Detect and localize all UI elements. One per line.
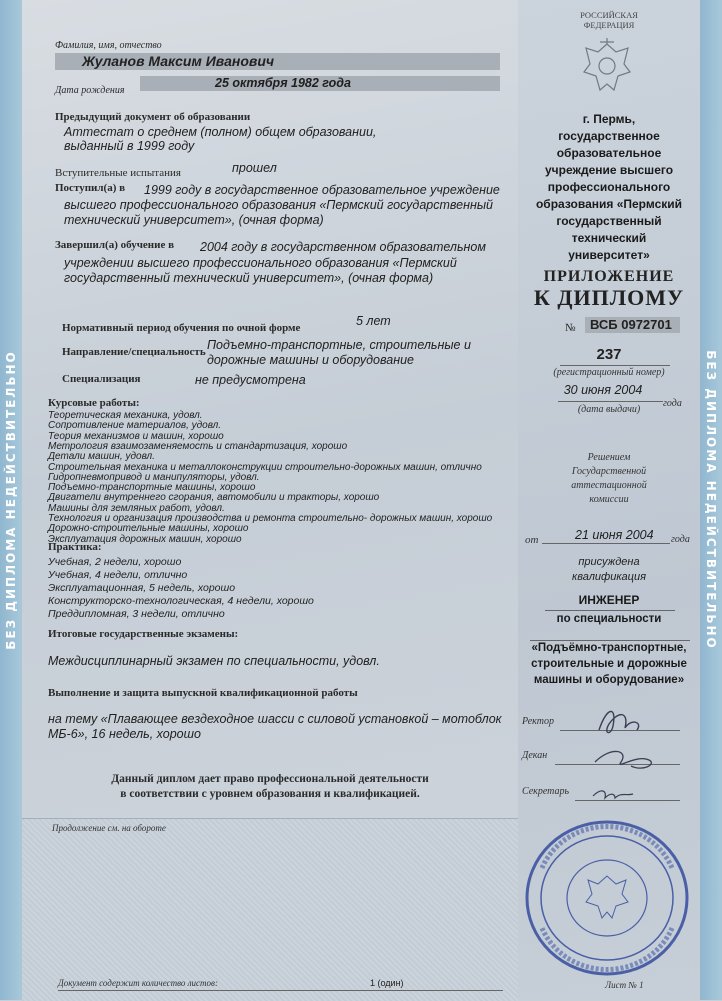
coursework-item: Теоретическая механика, удовл. (48, 410, 203, 421)
issuer-line3: образовательное (556, 146, 662, 160)
direction-label: Направление/специальность (62, 346, 206, 358)
enrolled-line3: технический университет», (очная форма) (64, 213, 324, 227)
enrolled-line2: высшего профессионального образования «Пермский государственный (64, 198, 493, 212)
enrolled-label: Поступил(а) в (55, 182, 126, 194)
practice-item: Преддипломная, 3 недели, отлично (48, 608, 225, 620)
coursework-item: Сопротивление материалов, удовл. (48, 420, 222, 432)
issuer-line1: г. Пермь, (582, 112, 636, 126)
secretary-label: Секретарь (522, 786, 570, 797)
coursework-item: Машины для земляных работ, удовл. (48, 502, 225, 514)
rights-line1: Данный диплом дает право профессиональной деятельности (111, 773, 429, 785)
awarded-label: присуждена (578, 556, 640, 568)
issuer-line5: профессионального (547, 180, 671, 194)
specialty-line1: «Подъёмно-транспортные, (531, 642, 687, 654)
right-strip-text: БЕЗ ДИПЛОМА НЕДЕЙСТВИТЕЛЬНО (704, 350, 718, 650)
entrance-label: Вступительные испытания (55, 167, 181, 179)
prevdoc-line1: Аттестат о среднем (полном) общем образовании, (64, 125, 377, 139)
exams-label: Итоговые государственные экзамены: (48, 628, 239, 640)
specialization-value: не предусмотрена (195, 373, 306, 387)
practice-item: Конструкторско-технологическая, 4 недели, хорошо (48, 595, 314, 607)
country-line2: ФЕДЕРАЦИЯ (583, 20, 635, 30)
completed-line3: государственный технический университет», (очная форма) (64, 271, 434, 285)
decision-line4: комиссии (589, 494, 629, 505)
reg-underline (560, 365, 670, 366)
issue-underline (558, 401, 663, 402)
decision-date: 21 июня 2004 (575, 528, 654, 542)
birthdate-label: Дата рождения (55, 85, 125, 96)
coursework-label: Курсовые работы: (48, 397, 140, 409)
specialization-label: Специализация (62, 373, 141, 385)
practice-item: Эксплуатационная, 5 недель, хорошо (48, 582, 236, 594)
practice-item: Учебная, 4 недели, отлично (48, 569, 188, 581)
specialty-line2: строительные и дорожные (531, 658, 687, 670)
specialty-label: по специальности (556, 613, 662, 625)
period-label: Нормативный период обучения по очной форме (62, 322, 301, 334)
year-suffix-1: года (663, 398, 682, 409)
lower-panel (22, 818, 518, 1001)
coursework-item: Строительная механика и металлоконструкции строительно-дорожных машин, отлично (48, 461, 482, 473)
completed-label: Завершил(а) обучение в (55, 239, 175, 251)
official-seal-icon (522, 818, 692, 978)
coursework-item: Эксплуатация дорожных машин, хорошо (48, 533, 242, 545)
coursework-item: Технология и организация производства и ремонта строительно- дорожных машин, хорошо (48, 513, 493, 524)
coursework-item: Подъемно-транспортные машины, хорошо (48, 482, 256, 494)
sheets-line (58, 990, 503, 991)
country-line1: РОССИЙСКАЯ (580, 10, 638, 20)
decision-line3: аттестационной (571, 480, 647, 491)
thesis-label: Выполнение и защита выпускной квалификационной работы (48, 687, 358, 699)
coursework-item: Детали машин, удовл. (48, 451, 155, 463)
specialty-line3: машины и оборудование» (533, 674, 685, 686)
prevdoc-line2: выданный в 1999 году (64, 139, 195, 153)
coursework-item: Двигатели внутреннего сгорания, автомобили и тракторы, хорошо (48, 492, 380, 504)
period-value: 5 лет (356, 314, 391, 328)
direction-line2: дорожные машины и оборудование (207, 353, 414, 367)
fullname-value: Жуланов Максим Иванович (82, 53, 275, 69)
qualification-underline (545, 610, 675, 611)
diploma-title: К ДИПЛОМУ (533, 285, 685, 310)
coursework-item: Теория механизмов и машин, хорошо (48, 430, 224, 442)
diploma-number: ВСБ 0972701 (590, 317, 672, 332)
practice-item: Учебная, 2 недели, хорошо (48, 556, 182, 568)
continued-note: Продолжение см. на обороте (52, 823, 166, 833)
left-strip-text: БЕЗ ДИПЛОМА НЕДЕЙСТВИТЕЛЬНО (4, 350, 18, 650)
coursework-item: Гидропневмопривод и манипуляторы, удовл. (48, 471, 260, 483)
issuer-line8: технический (571, 231, 647, 245)
reg-number-label: (регистрационный номер) (553, 367, 665, 378)
signatures-icon (585, 700, 675, 812)
issuer-line6: образования «Пермский (535, 197, 683, 211)
direction-line1: Подъемно-транспортные, строительные и (207, 338, 471, 352)
birthdate-value: 25 октября 1982 года (215, 76, 351, 90)
thesis-line2: МБ-6», 16 недель, хорошо (48, 727, 201, 741)
completed-line1: 2004 году в государственном образовательном (200, 240, 486, 254)
issuer-line2: государственное (558, 129, 660, 143)
exams-value: Междисциплинарный экзамен по специальности, удовл. (48, 654, 380, 668)
practice-label: Практика: (48, 541, 102, 553)
appendix-title: ПРИЛОЖЕНИЕ (543, 268, 675, 285)
decision-line1: Решением (587, 452, 631, 463)
decision-line2: Государственной (571, 466, 647, 477)
sheet-number: Лист № 1 (605, 980, 644, 990)
left-watermark-strip (0, 0, 22, 1000)
decision-underline (542, 543, 670, 544)
qualification-value: ИНЖЕНЕР (578, 593, 640, 607)
rector-label: Ректор (522, 716, 554, 727)
coursework-item: Метрология взаимозаменяемость и стандартизация, хорошо (48, 440, 348, 452)
specialty-underline (530, 640, 690, 641)
fullname-label: Фамилия, имя, отчество (55, 40, 162, 51)
year-suffix-2: года (671, 534, 690, 545)
sheets-value: 1 (один) (370, 978, 404, 988)
thesis-line1: на тему «Плавающее вездеходное шасси с силовой установкой – мотоблок (48, 712, 502, 726)
issue-date: 30 июня 2004 (563, 383, 643, 397)
qualification-label: квалификация (572, 571, 646, 583)
prevdoc-label: Предыдущий документ об образовании (55, 111, 251, 123)
number-sign: № (565, 322, 576, 334)
issuer-line9: университет» (568, 248, 650, 262)
reg-number: 237 (596, 346, 622, 363)
issuer-line7: государственный (556, 214, 662, 228)
issue-date-label: (дата выдачи) (577, 404, 641, 415)
from-label: от (525, 534, 539, 546)
rights-line2: в соответствии с уровнем образования и квалификацией. (120, 788, 420, 800)
entrance-value: прошел (232, 161, 277, 175)
coursework-item: Дорожно-строительные машины, хорошо (48, 523, 249, 535)
right-watermark-strip (700, 0, 722, 1000)
dean-label: Декан (522, 750, 548, 761)
issuer-line4: учреждение высшего (544, 163, 674, 177)
sheets-label: Документ содержит количество листов: (58, 978, 218, 988)
completed-line2: учреждении высшего профессионального образования «Пермский (64, 256, 457, 270)
enrolled-line1: 1999 году в государственное образовательное учреждение (144, 183, 500, 197)
coat-of-arms-icon (578, 36, 636, 98)
